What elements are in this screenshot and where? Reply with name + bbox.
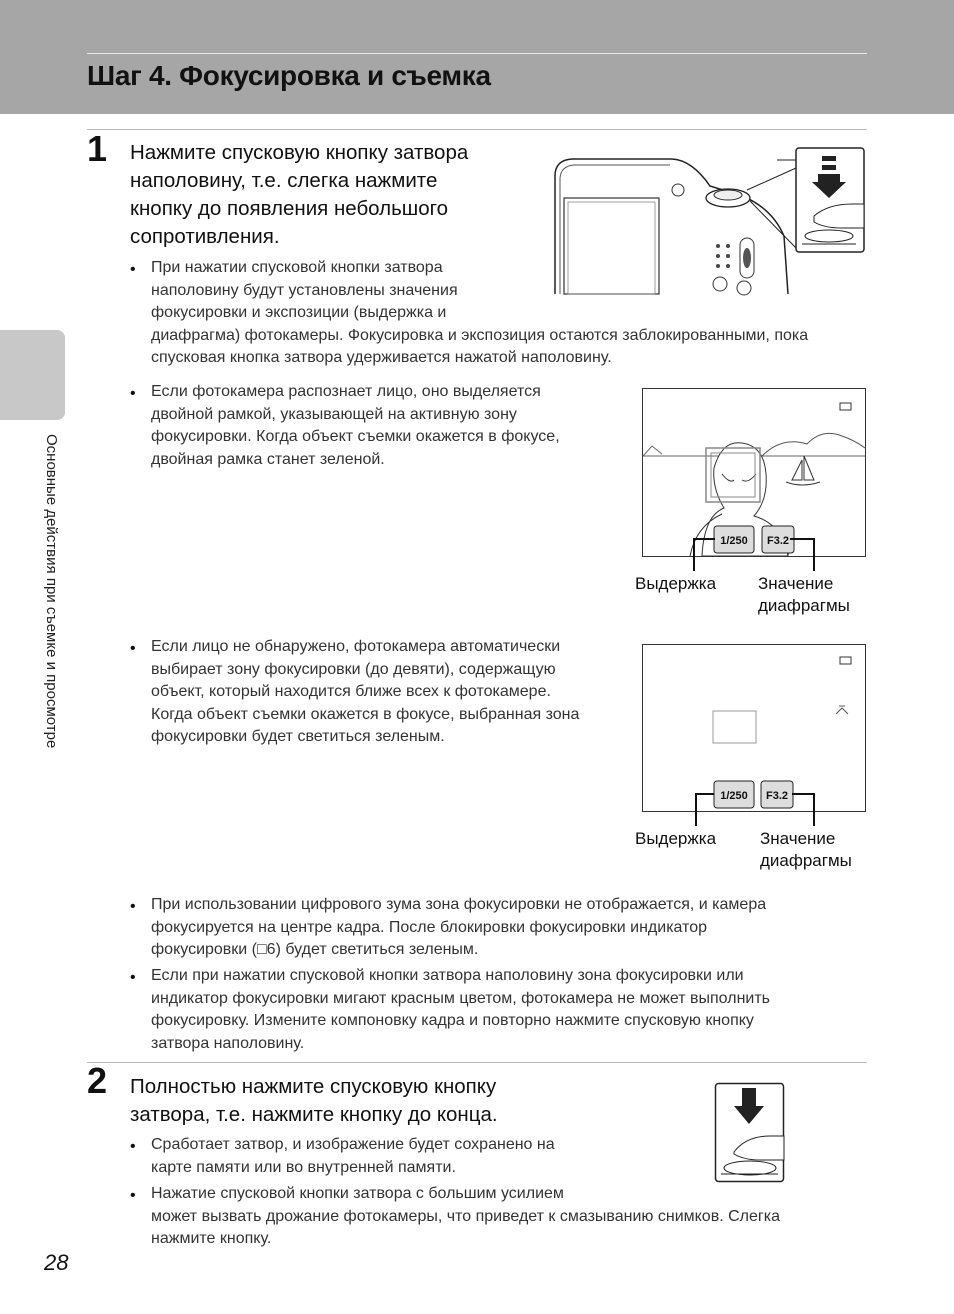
- text-line: Нажатие спусковой кнопки затвора с большим усилием: [151, 1185, 564, 1202]
- text-line: фокусируется на центре кадра. После блокировки фокусировки индикатор: [151, 918, 708, 936]
- shutter-full-press-icon: [714, 1082, 786, 1184]
- camera-screen-face: [642, 388, 867, 558]
- bullet-mark: •: [130, 640, 136, 657]
- text-line: может вызвать дрожание фотокамеры, что приведет к смазыванию снимков. Слегка: [151, 1207, 780, 1225]
- camera-screen-af-area: [642, 644, 867, 814]
- text-line: карте памяти или во внутренней памяти.: [151, 1158, 456, 1176]
- label-line: диафрагмы: [760, 851, 852, 870]
- bullet-text: [151, 257, 808, 370]
- text-line: индикатор фокусировки мигают красным цветом, фотокамера не может выполнить: [151, 989, 770, 1007]
- bullet-text: [151, 894, 766, 962]
- header-rule: [87, 53, 867, 54]
- text-line: Если фотокамера распознает лицо, оно выделяется: [151, 383, 541, 400]
- bullet-text: [151, 636, 579, 749]
- text-line: нажмите кнопку.: [151, 1230, 272, 1247]
- aperture-label: [760, 828, 852, 872]
- shutter-value: 1/250: [720, 790, 748, 802]
- title-line: сопротивления.: [130, 225, 280, 248]
- text-line: фокусировки (□6) будет светиться зеленым.: [151, 941, 479, 958]
- text-line: При использовании цифрового зума зона фокусировки не отображается, и камера: [151, 896, 767, 913]
- bullet-text: [151, 1134, 555, 1179]
- divider: [87, 129, 867, 130]
- chapter-label: Основные действия при съемке и просмотре: [43, 434, 60, 749]
- callout-lines: [690, 535, 820, 575]
- step-number: 2: [87, 1060, 108, 1101]
- aperture-value: F3.2: [765, 790, 789, 802]
- label-line: Значение: [758, 574, 834, 593]
- callout-lines: [692, 790, 822, 830]
- text-line: наполовину будут установлены значения: [151, 281, 458, 299]
- title-line: затвора, т.е. нажмите кнопку до конца.: [130, 1103, 498, 1126]
- bullet-text: [151, 965, 770, 1055]
- bullet-mark: •: [130, 385, 136, 402]
- aperture-value: F3.2: [766, 535, 790, 547]
- label-line: Значение: [760, 829, 836, 848]
- text-line: объект, который находится ближе всех к фотокамере.: [151, 683, 551, 700]
- text-line: фокусировки будет светиться зеленым.: [151, 728, 445, 745]
- divider: [87, 1062, 867, 1063]
- bullet-mark: •: [130, 969, 136, 986]
- text-line: двойной рамкой, указывающей на активную зону: [151, 405, 517, 423]
- bullet-text: [151, 381, 560, 471]
- title-line: кнопку до появления небольшого: [130, 197, 449, 220]
- shutter-speed-label: Выдержка: [635, 574, 717, 593]
- step-number: 1: [87, 128, 108, 169]
- text-line: Если лицо не обнаружено, фотокамера автоматически: [151, 638, 561, 655]
- bullet-text: [151, 1183, 780, 1251]
- text-line: фокусировки и экспозиции (выдержка и: [151, 304, 447, 321]
- title-line: Нажмите спусковую кнопку затвора: [130, 141, 469, 164]
- page-number: 28: [44, 1250, 69, 1275]
- text-line: затвора наполовину.: [151, 1034, 305, 1052]
- step-title: [130, 139, 468, 251]
- bullet-mark: •: [130, 261, 136, 278]
- text-line: диафрагма) фотокамеры. Фокусировка и экспозиция остаются заблокированными, пока: [151, 326, 809, 344]
- title-line: наполовину, т.е. слегка нажмите: [130, 169, 438, 192]
- text-line: фокусировку. Измените компоновку кадра и повторно нажмите спусковую кнопку: [151, 1012, 754, 1029]
- text-line: двойная рамка станет зеленой.: [151, 450, 385, 468]
- bullet-mark: •: [130, 1138, 136, 1155]
- text-line: выбирает зону фокусировки (до девяти), содержащую: [151, 660, 556, 678]
- text-line: Если при нажатии спусковой кнопки затвора наполовину зона фокусировки или: [151, 967, 744, 984]
- text-line: Когда объект съемки окажется в фокусе, выбранная зона: [151, 705, 580, 723]
- text-line: спусковая кнопка затвора удерживается нажатой наполовину.: [151, 349, 612, 366]
- shutter-speed-label: Выдержка: [635, 829, 717, 848]
- text-line: Сработает затвор, и изображение будет сохранено на: [151, 1136, 555, 1153]
- text-line: фокусировки. Когда объект съемки окажется в фокусе,: [151, 428, 560, 445]
- shutter-value: 1/250: [720, 535, 748, 547]
- page-title: Шаг 4. Фокусировка и съемка: [87, 60, 491, 91]
- chapter-tab: [0, 330, 65, 420]
- aperture-label: [758, 573, 850, 617]
- step-title: [130, 1073, 498, 1129]
- label-line: диафрагмы: [758, 596, 850, 615]
- title-line: Полностью нажмите спусковую кнопку: [130, 1075, 497, 1098]
- page-header: [0, 0, 954, 114]
- bullet-mark: •: [130, 1187, 136, 1204]
- bullet-mark: •: [130, 898, 136, 915]
- text-line: При нажатии спусковой кнопки затвора: [151, 259, 443, 276]
